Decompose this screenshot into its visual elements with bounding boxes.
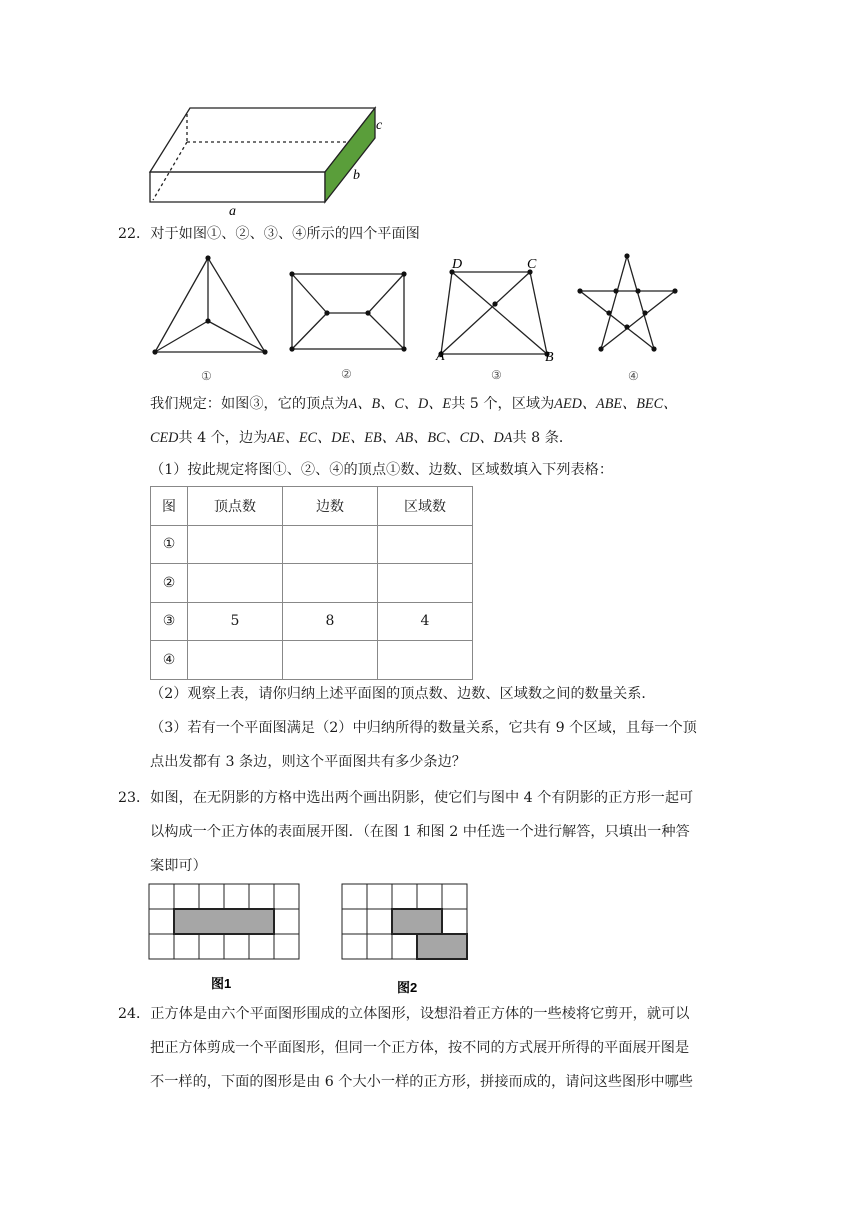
fig2-shaded-squares-bottom xyxy=(417,934,467,959)
q22-number: 22． xyxy=(118,226,151,242)
q24-number: 24． xyxy=(118,1006,151,1022)
fig3-vertex xyxy=(492,301,497,306)
table-cell: 5 xyxy=(188,602,283,641)
label-a: a xyxy=(229,204,236,218)
table-cell xyxy=(188,641,283,680)
fig1-vertex xyxy=(152,349,157,354)
q22-part3-line2: 点出发都有 3 条边，则这个平面图共有多少条边？ xyxy=(150,754,466,770)
fig4-vertex xyxy=(598,346,603,351)
table-cell: ② xyxy=(151,564,188,603)
table-cell: ④ xyxy=(151,641,188,680)
fig2-vertex xyxy=(324,310,329,315)
table-cell: 4 xyxy=(378,602,473,641)
table-header: 边数 xyxy=(283,487,378,526)
fig3-label-D: D xyxy=(452,257,463,272)
q24-text: 正方体是由六个平面图形围成的立体图形，设想沿着正方体的一些棱将它剪开，就可以 xyxy=(150,1006,690,1022)
fig4-vertex xyxy=(635,288,640,293)
rule-text: 共 8 条． xyxy=(512,430,574,446)
table-header: 图 xyxy=(151,487,188,526)
fig1-label: ① xyxy=(201,369,212,383)
fig2-vertex xyxy=(289,346,294,351)
table-cell xyxy=(188,525,283,564)
fig1-shaded-squares xyxy=(174,909,274,934)
q22-part2: （2）观察上表，请你归纳上述平面图的顶点数、边数、区域数之间的数量关系． xyxy=(150,686,656,702)
rule-regions: AED、ABE、BEC、 xyxy=(554,396,678,412)
label-c: c xyxy=(376,118,383,133)
q24-line3: 不一样的，下面的图形是由 6 个大小一样的正方形，拼接而成的，请问这些图形中哪些 xyxy=(150,1074,693,1090)
rule-regions: CED xyxy=(150,430,179,446)
q22-rule-line2 xyxy=(150,428,573,448)
fig1-vertex xyxy=(205,318,210,323)
table-row xyxy=(151,641,473,680)
table-cell: ③ xyxy=(151,602,188,641)
q22-table xyxy=(150,486,473,680)
rectangular-box-figure xyxy=(145,102,390,218)
table-header: 顶点数 xyxy=(188,487,283,526)
table-row xyxy=(151,564,473,603)
q23-grid-figures xyxy=(145,880,475,998)
fig2-label: ② xyxy=(341,367,352,381)
fig1-vertex xyxy=(262,349,267,354)
q22-part1: （1）按此规定将图①、②、④的顶点①数、边数、区域数填入下列表格： xyxy=(150,462,614,478)
q22-heading xyxy=(118,224,420,244)
fig4-vertex xyxy=(624,324,629,329)
box-front-face xyxy=(150,172,325,202)
table-cell xyxy=(378,641,473,680)
fig2-vertex xyxy=(401,271,406,276)
rule-text: 我们规定：如图③，它的顶点为 xyxy=(150,396,349,412)
fig2-vertex xyxy=(365,310,370,315)
fig2-vertex xyxy=(289,271,294,276)
table-cell xyxy=(378,564,473,603)
q23-line1 xyxy=(118,788,693,808)
fig1-vertex xyxy=(205,255,210,260)
table-row xyxy=(151,525,473,564)
table-header: 区域数 xyxy=(378,487,473,526)
table-cell xyxy=(188,564,283,603)
fig4-vertex xyxy=(624,253,629,258)
q24-line1 xyxy=(118,1004,689,1024)
q23-line2: 以构成一个正方体的表面展开图．（在图 1 和图 2 中任选一个进行解答，只填出一种答 xyxy=(150,824,690,840)
label-b: b xyxy=(353,168,360,183)
table-header-row xyxy=(151,487,473,526)
table-cell: ① xyxy=(151,525,188,564)
fig4-vertex xyxy=(672,288,677,293)
box-side-face-shaded xyxy=(325,108,375,202)
table-cell xyxy=(283,641,378,680)
fig4-vertex xyxy=(613,288,618,293)
table-row xyxy=(151,602,473,641)
fig4-vertex xyxy=(642,310,647,315)
rule-text: 共 5 个，区域为 xyxy=(451,396,555,412)
planar-graphs-figure xyxy=(145,250,685,385)
fig3-label: ③ xyxy=(491,368,502,382)
rule-edges: AE、EC、DE、EB、AB、BC、CD、DA xyxy=(267,430,513,446)
q24-line2: 把正方体剪成一个平面图形，但同一个正方体，按不同的方式展开所得的平面展开图是 xyxy=(150,1040,690,1056)
fig4-label: ④ xyxy=(628,369,639,383)
q23-line3: 案即可） xyxy=(150,858,207,874)
fig2-vertex xyxy=(401,346,406,351)
q22-rule-line1 xyxy=(150,394,677,414)
fig4-vertex xyxy=(606,310,611,315)
q23-text: 如图，在无阴影的方格中选出两个画出阴影，使它们与图中 4 个有阴影的正方形一起可 xyxy=(150,790,694,806)
fig2-caption: 图2 xyxy=(397,980,418,995)
fig4-vertex xyxy=(577,288,582,293)
rule-vertices: A、B、C、D、E xyxy=(348,396,452,412)
fig3-label-B: B xyxy=(545,350,554,365)
table-cell xyxy=(378,525,473,564)
fig3-label-A: A xyxy=(436,349,445,364)
q22-title: 对于如图①、②、③、④所示的四个平面图 xyxy=(150,226,420,242)
q22-part3-line1: （3）若有一个平面图满足（2）中归纳所得的数量关系，它共有 9 个区域，且每一个顶 xyxy=(150,720,697,736)
fig4-vertex xyxy=(651,346,656,351)
fig2-shaded-squares-top xyxy=(392,909,442,934)
table-cell xyxy=(283,525,378,564)
fig3-label-C: C xyxy=(527,257,537,272)
rule-text: 共 4 个，边为 xyxy=(178,430,268,446)
q23-number: 23． xyxy=(118,790,151,806)
table-cell: 8 xyxy=(283,602,378,641)
table-cell xyxy=(283,564,378,603)
fig1-caption: 图1 xyxy=(211,976,232,991)
